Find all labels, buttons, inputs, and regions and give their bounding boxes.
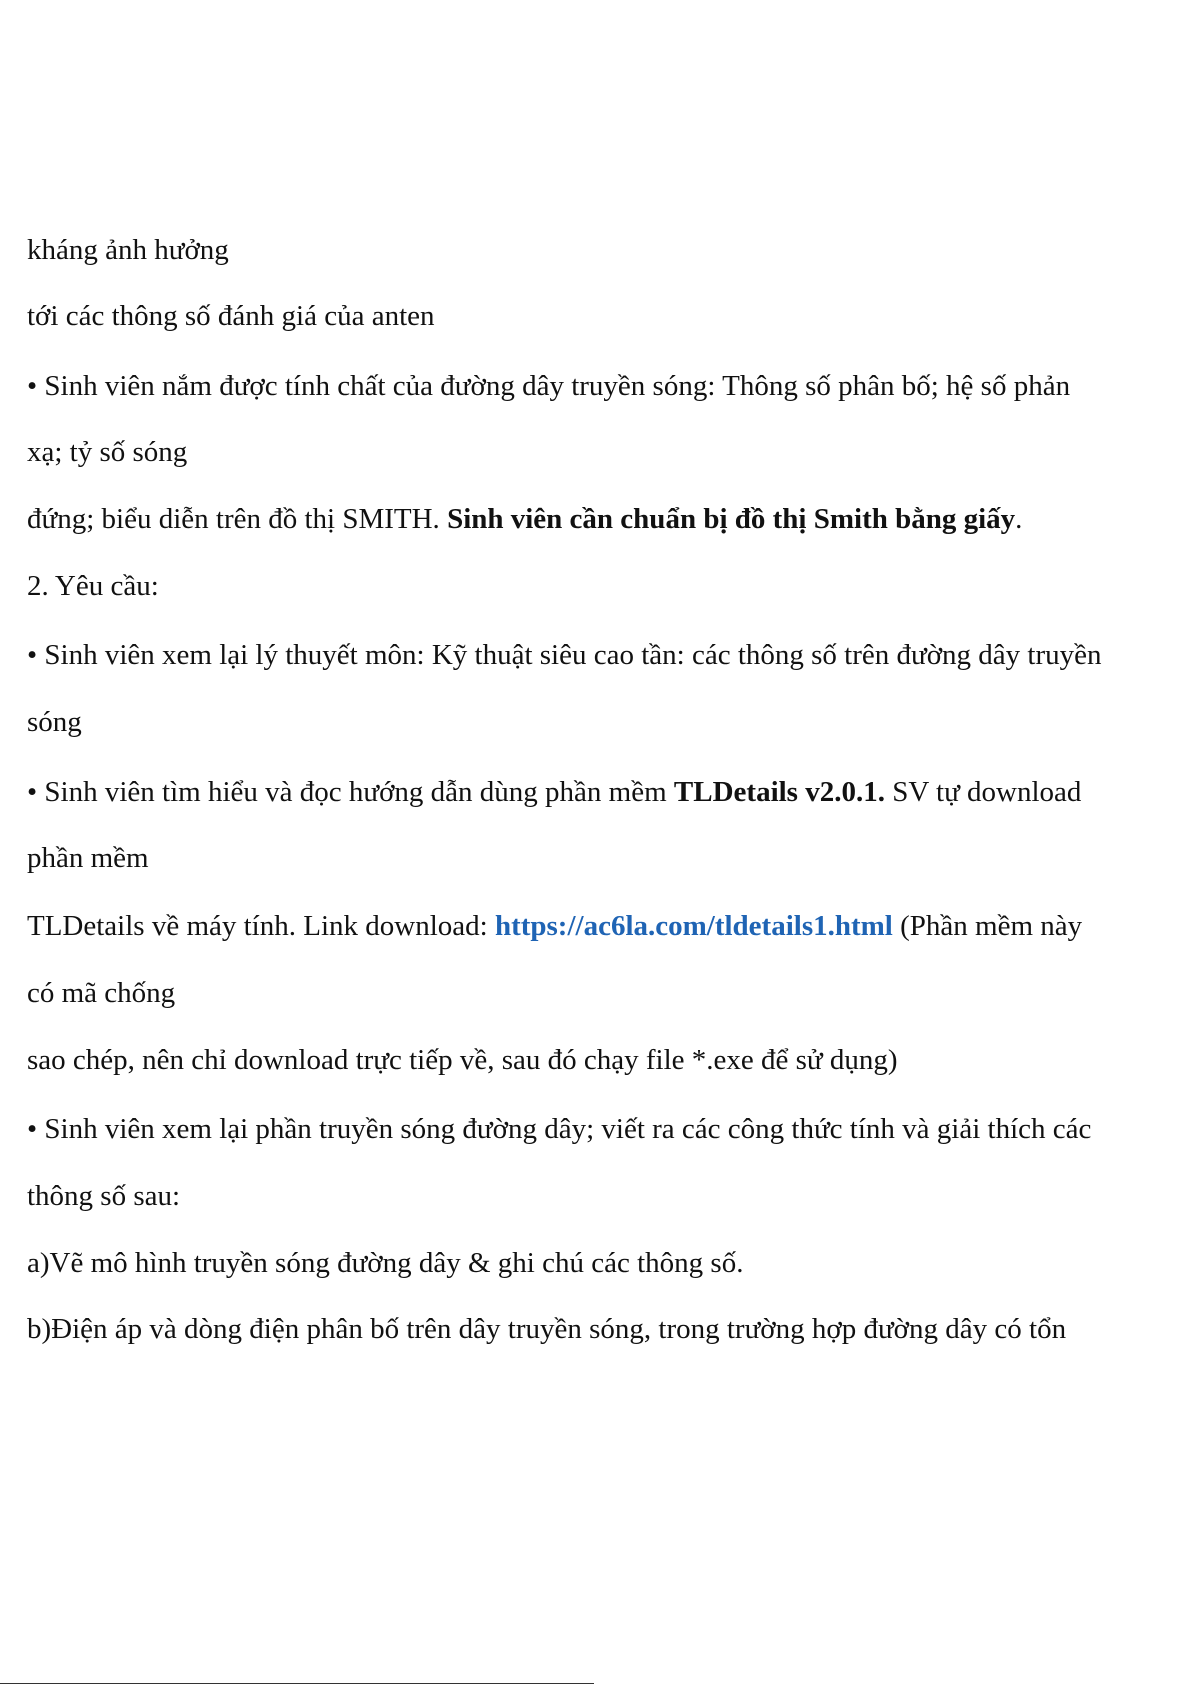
text-line-10: phần mềm <box>27 842 149 874</box>
text-line-4: xạ; tỷ số sóng <box>27 436 188 468</box>
bullet-review-propagation: • Sinh viên xem lại phần truyền sóng đường dây; viết ra các công thức tính và giải thích các <box>27 1113 1092 1145</box>
text-span: SV tự download <box>884 776 1082 808</box>
text-line-15: thông số sau: <box>27 1180 181 1212</box>
footer-divider <box>0 1683 594 1684</box>
text-span: . <box>1015 503 1023 535</box>
text-line-1: kháng ảnh hưởng <box>27 234 229 266</box>
text-line-8: sóng <box>27 706 82 738</box>
bold-software-name: TLDetails v2.0.1. <box>673 776 885 808</box>
text-line-download-link <box>27 908 1082 944</box>
text-span: TLDetails về máy tính. Link download: <box>27 910 495 942</box>
download-link[interactable]: https://ac6la.com/tldetails1.html <box>494 910 893 942</box>
text-line-12: có mã chống <box>27 977 176 1009</box>
bullet-transmission-line-properties: • Sinh viên nắm được tính chất của đường dây truyền sóng: Thông số phân bố; hệ số phản <box>27 370 1071 402</box>
text-line-2: tới các thông số đánh giá của anten <box>27 300 435 332</box>
bullet-review-theory: • Sinh viên xem lại lý thuyết môn: Kỹ thuật siêu cao tần: các thông số trên đường dây truyền <box>27 639 1102 671</box>
text-span: đứng; biểu diễn trên đồ thị SMITH. <box>27 503 448 535</box>
item-a: a)Vẽ mô hình truyền sóng đường dây & ghi chú các thông số. <box>27 1247 744 1279</box>
bullet-tldetails-software <box>27 774 1081 810</box>
bold-smith-chart-note: Sinh viên cần chuẩn bị đồ thị Smith bằng giấy <box>447 503 1016 535</box>
text-span: (Phần mềm này <box>892 910 1083 942</box>
text-line-13: sao chép, nên chỉ download trực tiếp về, sau đó chạy file *.exe để sử dụng) <box>27 1044 898 1076</box>
text-span: • Sinh viên tìm hiểu và đọc hướng dẫn dùng phần mềm <box>27 776 674 808</box>
section-heading-requirements: 2. Yêu cầu: <box>27 570 159 602</box>
text-line-smith-chart <box>27 501 1022 537</box>
item-b: b)Điện áp và dòng điện phân bố trên dây truyền sóng, trong trường hợp đường dây có tổn <box>27 1313 1067 1345</box>
